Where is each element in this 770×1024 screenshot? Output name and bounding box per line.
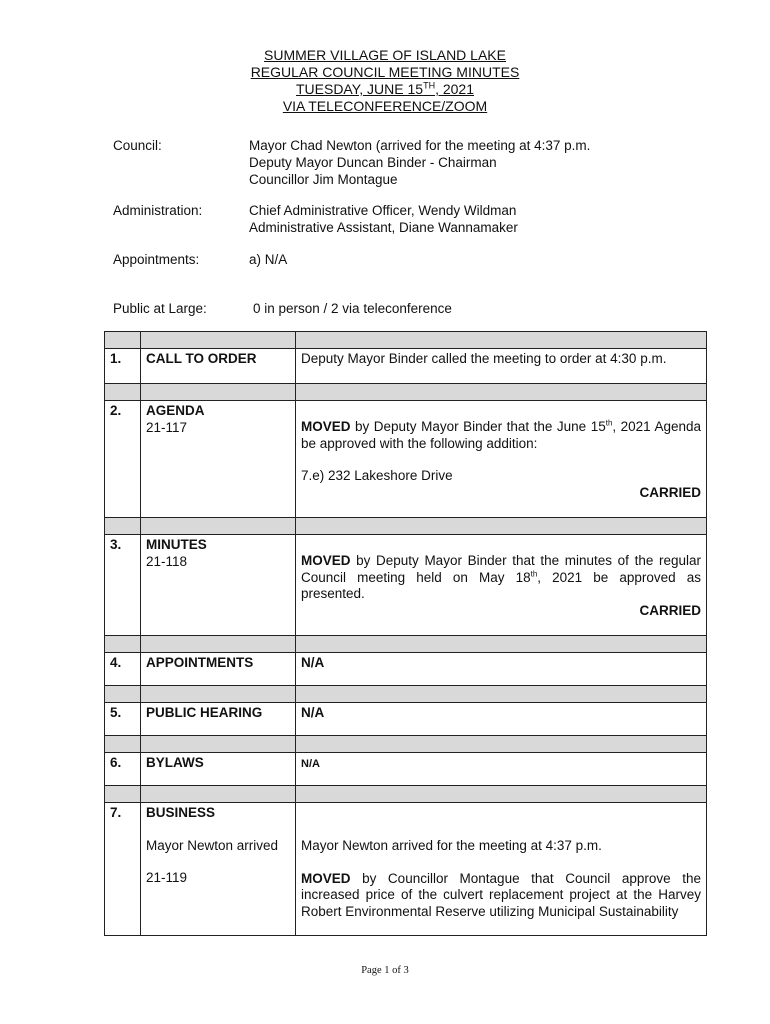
- motion-number: 21-119: [146, 870, 188, 885]
- result-carried: CARRIED: [639, 484, 701, 500]
- item-row-4: [105, 653, 707, 686]
- motion-number: 21-117: [146, 419, 188, 435]
- item-text: N/A: [296, 653, 707, 686]
- item-text-cell: [296, 535, 707, 636]
- title-line-1: SUMMER VILLAGE OF ISLAND LAKE: [264, 47, 506, 63]
- motion-text: MOVED by Councillor Montague that Council approve the increased price of the culvert replacement project at the Harvey Robert Environmental Reserve utilizing Municipal Sustainability: [301, 870, 701, 919]
- item-text-cell: [296, 753, 707, 786]
- sub-item-text: Mayor Newton arrived for the meeting at 4:37 p.m.: [301, 838, 602, 853]
- sub-item-title: Mayor Newton arrived: [146, 837, 279, 853]
- separator-row: [105, 636, 707, 653]
- motion-text: MOVED by Deputy Mayor Binder that the minutes of the regular Council meeting held on May 18th, 2021 be approved as presented.: [301, 553, 701, 601]
- item-row-2: [105, 401, 707, 518]
- item-number: 1.: [105, 349, 141, 384]
- item-title: BYLAWS: [141, 753, 296, 786]
- title-line-4: VIA TELECONFERENCE/ZOOM: [282, 98, 488, 114]
- separator-row: [105, 384, 707, 401]
- item-row-5: [105, 703, 707, 736]
- public-label: Public at Large:: [113, 301, 207, 316]
- separator-row: [105, 736, 707, 753]
- minutes-table: [104, 331, 707, 936]
- motion-number: 21-118: [146, 553, 188, 569]
- item-number: 7.: [105, 803, 141, 936]
- item-text: N/A: [301, 758, 320, 770]
- item-title: BUSINESS: [146, 805, 216, 820]
- council-label: Council:: [113, 138, 162, 153]
- item-row-3: [105, 535, 707, 636]
- separator-row: [105, 518, 707, 535]
- appointments-label: Appointments:: [113, 252, 200, 267]
- item-title: MINUTES: [146, 537, 207, 552]
- page-footer: Page 1 of 3: [361, 965, 409, 976]
- item-title-cell: [141, 401, 296, 518]
- title-line-2: REGULAR COUNCIL MEETING MINUTES: [250, 64, 520, 80]
- separator-row: [105, 686, 707, 703]
- council-members: Mayor Chad Newton (arrived for the meeting at 4:37 p.m. Deputy Mayor Duncan Binder - Chairman Councillor Jim Montague: [249, 138, 591, 187]
- appointments-value: a) N/A: [249, 252, 288, 267]
- administration-members: Chief Administrative Officer, Wendy Wildman Administrative Assistant, Diane Wannamaker: [249, 203, 518, 235]
- item-text: N/A: [296, 703, 707, 736]
- item-number: 5.: [105, 703, 141, 736]
- item-title: CALL TO ORDER: [141, 349, 296, 384]
- item-row-6: [105, 753, 707, 786]
- item-number: 3.: [105, 535, 141, 636]
- item-title: AGENDA: [146, 403, 205, 418]
- item-title-cell: [141, 535, 296, 636]
- item-text-cell: [296, 401, 707, 518]
- item-title: PUBLIC HEARING: [141, 703, 296, 736]
- separator-row: [105, 332, 707, 349]
- item-number: 4.: [105, 653, 141, 686]
- item-row-7: [105, 803, 707, 936]
- item-title-cell: [141, 803, 296, 936]
- result-carried: CARRIED: [639, 602, 701, 618]
- agenda-addition: 7.e) 232 Lakeshore Drive: [301, 468, 453, 483]
- item-row-1: [105, 349, 707, 384]
- item-number: 6.: [105, 753, 141, 786]
- item-title: APPOINTMENTS: [141, 653, 296, 686]
- separator-row: [105, 786, 707, 803]
- document-title: [0, 47, 770, 115]
- title-line-3: TUESDAY, JUNE 15TH, 2021: [295, 80, 475, 97]
- public-value: 0 in person / 2 via teleconference: [253, 301, 452, 316]
- item-number: 2.: [105, 401, 141, 518]
- item-text-cell: [296, 803, 707, 936]
- administration-label: Administration:: [113, 203, 203, 218]
- motion-text: MOVED by Deputy Mayor Binder that the June 15th, 2021 Agenda be approved with the following addition:: [301, 418, 701, 451]
- item-text: Deputy Mayor Binder called the meeting to order at 4:30 p.m.: [296, 349, 707, 384]
